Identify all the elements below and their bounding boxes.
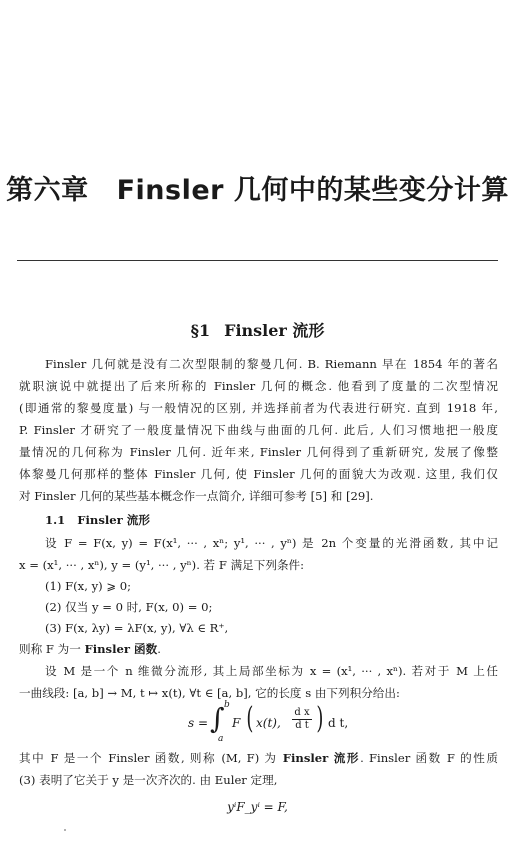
def-condition-3: (3) F(x, λy) = λF(x, y), ∀λ ∈ R⁺, bbox=[45, 621, 229, 635]
section-number: §1 bbox=[190, 321, 211, 340]
section-heading bbox=[0, 318, 515, 341]
after-line-1-pre: 其中 F 是一个 Finsler 函数, 则称 (M, F) 为 bbox=[19, 751, 283, 765]
subsection-number: 1.1 bbox=[45, 513, 66, 527]
def-conclusion-post: . bbox=[157, 642, 161, 656]
intro-line-6: 体黎曼几何那样的整体 Finsler 几何, 使 Finsler 几何的面貌大为改观. 这里, 我们仅 bbox=[19, 467, 498, 481]
def-condition-1: (1) F(x, y) ⩾ 0; bbox=[45, 579, 132, 593]
chapter-number: 第六章 bbox=[6, 175, 89, 206]
section-title: Finsler 流形 bbox=[224, 321, 325, 340]
def-term-finsler-manifold: Finsler 流形 bbox=[282, 751, 361, 765]
fraction bbox=[292, 707, 312, 732]
integral-lhs: s = bbox=[188, 716, 209, 730]
intro-line-7: 对 Finsler 几何的某些基本概念作一点简介, 详细可参考 [5] 和 [29]. bbox=[19, 489, 374, 503]
intro-line-4: P. Finsler 才研究了一般度量情况下曲线与曲面的几何. 此后, 人们习惯地把一般度 bbox=[19, 423, 498, 437]
def-line-2: x = (x¹, ··· , xⁿ), y = (y¹, ··· , yⁿ). 若 F 满足下列条件: bbox=[19, 558, 305, 572]
euler-formula: yⁱF_yⁱ = F, bbox=[227, 800, 288, 814]
fraction-denominator: d t bbox=[295, 720, 309, 731]
def-conclusion bbox=[19, 641, 161, 657]
def-conclusion-pre: 则称 F 为一 bbox=[19, 642, 85, 656]
subsection-heading bbox=[45, 512, 150, 528]
chapter-title: Finsler 几何中的某些变分计算 bbox=[116, 175, 509, 206]
scan-speck bbox=[64, 829, 66, 831]
fraction-numerator: d x bbox=[292, 707, 312, 720]
right-paren: ) bbox=[316, 701, 324, 736]
after-line-2: (3) 表明了它关于 y 是一次齐次的. 由 Euler 定理, bbox=[19, 773, 278, 787]
integral-arg1: x(t), bbox=[256, 716, 281, 730]
integral-sign: ∫ bbox=[210, 702, 225, 735]
intro-line-1: Finsler 几何就是没有二次型限制的黎曼几何. B. Riemann 早在 1854 年的著名 bbox=[45, 357, 498, 371]
intro-line-2: 就职演说中就提出了后来所称的 Finsler 几何的概念. 他看到了度量的二次型情况 bbox=[19, 379, 498, 393]
intro-line-5: 量情况的几何称为 Finsler 几何. 近年来, Finsler 几何得到了重新研究, 发展了像整 bbox=[19, 445, 498, 459]
integral-lower: a bbox=[218, 734, 224, 744]
integral-upper: b bbox=[224, 700, 230, 710]
left-paren: ( bbox=[246, 701, 254, 736]
after-line-1 bbox=[19, 750, 498, 766]
integral-F: F bbox=[232, 716, 241, 730]
after-line-1-post: . Finsler 函数 F 的性质 bbox=[360, 751, 498, 765]
subsection-title: Finsler 流形 bbox=[77, 513, 150, 527]
chapter-heading bbox=[0, 168, 515, 207]
manifold-line-2: 一曲线段: [a, b] → M, t ↦ x(t), ∀t ∈ [a, b], 它的长度 s 由下列积分给出: bbox=[19, 686, 400, 700]
chapter-rule bbox=[17, 260, 498, 261]
def-term-finsler-function: Finsler 函数 bbox=[84, 642, 158, 656]
intro-line-3: (即通常的黎曼度量) 与一般情况的区别, 并选择前者为代表进行研究. 直到 1918 年, bbox=[19, 401, 498, 415]
def-condition-2: (2) 仅当 y = 0 时, F(x, 0) = 0; bbox=[45, 600, 213, 614]
manifold-line-1: 设 M 是一个 n 维微分流形, 其上局部坐标为 x = (x¹, ··· , xⁿ). 若对于 M 上任 bbox=[45, 664, 498, 678]
def-line-1: 设 F = F(x, y) = F(x¹, ··· , xⁿ; y¹, ··· , yⁿ) 是 2n 个变量的光滑函数, 其中记 bbox=[45, 536, 498, 550]
integral-formula bbox=[188, 700, 368, 744]
integral-tail: d t, bbox=[328, 716, 349, 730]
